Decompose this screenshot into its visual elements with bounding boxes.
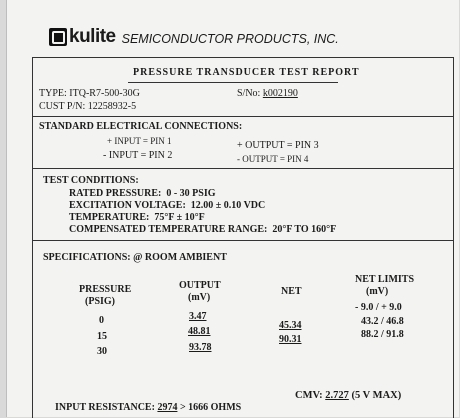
col-limits-unit: (mV) — [366, 286, 389, 297]
report-frame — [32, 57, 454, 418]
cmv-field: CMV: 2.727 (5 V MAX) — [295, 390, 402, 401]
plus-output: + OUTPUT = PIN 3 — [237, 140, 319, 151]
row-0-pressure: 0 — [99, 315, 104, 326]
report-title: PRESSURE TRANSDUCER TEST REPORT — [133, 67, 360, 78]
row-0-limits: - 9.0 / + 9.0 — [355, 302, 402, 313]
row-2-net: 90.31 — [279, 334, 302, 345]
kulite-logo — [49, 26, 339, 48]
divider-1 — [33, 116, 453, 117]
serial-field: S/No: k002190 — [237, 88, 298, 99]
col-output-unit: (mV) — [188, 292, 211, 303]
compensated-range: COMPENSATED TEMPERATURE RANGE: 20°F TO 160°F — [69, 224, 337, 235]
input-resistance: INPUT RESISTANCE: 2974 > 1666 OHMS — [55, 402, 242, 413]
minus-input: - INPUT = PIN 2 — [103, 150, 173, 161]
excitation-voltage: EXCITATION VOLTAGE: 12.00 ± 0.10 VDC — [69, 200, 266, 211]
col-net: NET — [281, 286, 302, 297]
conditions-heading: TEST CONDITIONS: — [43, 175, 139, 186]
kulite-logo-icon — [49, 28, 67, 46]
type-field: TYPE: ITQ-R7-500-30G — [39, 88, 140, 99]
report-sheet — [6, 0, 459, 417]
col-output: OUTPUT — [179, 280, 221, 291]
row-2-output: 93.78 — [189, 342, 212, 353]
row-1-output: 48.81 — [188, 326, 211, 337]
col-pressure-unit: (PSIG) — [85, 296, 115, 307]
brand-subtitle: SEMICONDUCTOR PRODUCTS, INC. — [121, 32, 339, 46]
col-pressure: PRESSURE — [79, 284, 132, 295]
row-0-output: 3.47 — [189, 311, 207, 322]
specs-heading: SPECIFICATIONS: @ ROOM AMBIENT — [43, 252, 227, 263]
divider-2 — [33, 168, 453, 169]
cust-field: CUST P/N: 12258932-5 — [39, 101, 137, 112]
row-1-limits: 43.2 / 46.8 — [361, 316, 404, 327]
plus-input: + INPUT = PIN 1 — [107, 136, 172, 146]
connections-heading: STANDARD ELECTRICAL CONNECTIONS: — [39, 121, 243, 132]
minus-output: - OUTPUT = PIN 4 — [237, 154, 309, 164]
temperature: TEMPERATURE: 75°F ± 10°F — [69, 212, 205, 223]
title-underline — [128, 82, 338, 83]
brand-name: kulite — [69, 26, 116, 47]
rated-pressure: RATED PRESSURE: 0 - 30 PSIG — [69, 188, 216, 199]
row-2-pressure: 30 — [97, 346, 107, 357]
col-limits: NET LIMITS — [355, 274, 415, 285]
row-1-net: 45.34 — [279, 320, 302, 331]
divider-3 — [33, 240, 453, 241]
row-1-pressure: 15 — [97, 331, 107, 342]
row-2-limits: 88.2 / 91.8 — [361, 329, 404, 340]
